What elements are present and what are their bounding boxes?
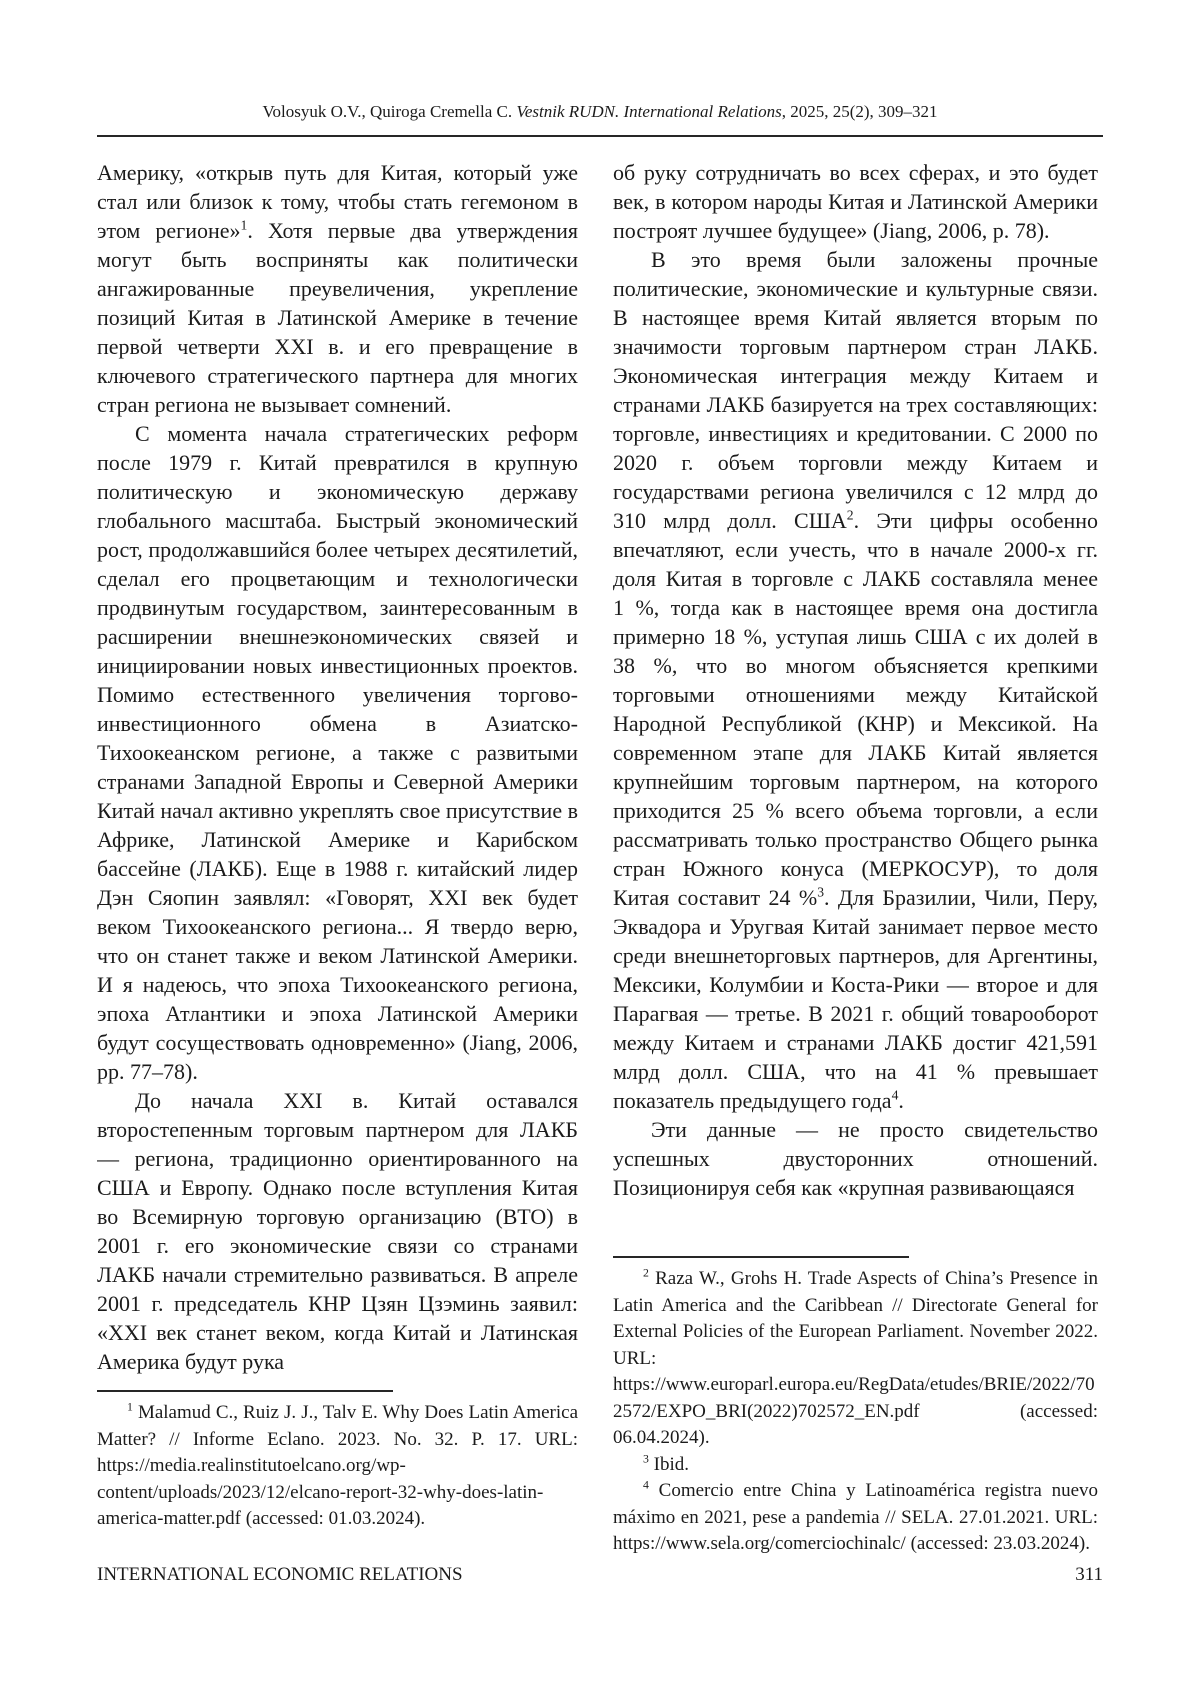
footnote [613, 1452, 1098, 1479]
page-number: 311 [1075, 1564, 1103, 1585]
footnote-reference: 2 [846, 507, 854, 523]
footnote-reference: 1 [240, 217, 248, 233]
text-run: С момента начала стратегических реформ после 1979 г. Китай превратился в крупную политическую и экономическую державу глобального масштаба. Быстрый экономический рост, продолжавшийся более четырех десятилетий, сделал его процветающим и технологически продвинутым государством, заинтересованным в расширении внешнеэкономических связей и инициировании новых инвестиционных проектов. Помимо естественного увеличения торгово-инвестиционного обмена в Азиатско-Тихоокеанском регионе, а также с развитыми странами Западной Европы и Северной Америки Китай начал активно укреплять свое присутствие в Африке, Латинской Америке и Карибском бассейне (ЛАКБ). Еще в 1988 г. китайский лидер Дэн Сяопин заявлял: «Говорят, XXI век будет веком Тихоокеанского региона... Я твердо верю, что он станет также и веком Латинской Америки. И я надеюсь, что эпоха Тихоокеанского региона, эпоха Атлантики и эпоха Латинской Америки будут сосуществовать одновременно» (Jiang, 2006, pp. 77–78). [97, 421, 578, 1084]
paragraph [613, 1115, 1098, 1202]
text-run: Volosyuk O.V., Quiroga Cremella C. [262, 102, 517, 121]
text-run: , 2025, 25(2), 309–321 [781, 102, 938, 121]
footer-section-title: INTERNATIONAL ECONOMIC RELATIONS [97, 1564, 463, 1585]
text-run: Vestnik RUDN. International Relations [516, 102, 782, 121]
header-rule [97, 135, 1103, 137]
text-run: Эти данные — не просто свидетельство успешных двусторонних отношений. Позиционируя себя как «крупная развивающаяся [613, 1117, 1098, 1200]
text-run: Ibid. [653, 1453, 689, 1475]
left-column [97, 158, 578, 1386]
text-run: Raza W., Grohs H. Trade Aspects of China’s Presence in Latin America and the Caribbean // Directorate General for External Policies of the European Parliament. November 2022. URL: https://www.europarl.europa.eu/RegData/etudes/BRIE/2022/702572/EXPO_BRI(2022)702572_EN.pdf (accessed: 06.04.2024). [613, 1268, 1099, 1448]
paragraph [613, 245, 1098, 1115]
paragraph [97, 158, 578, 419]
footnote-separator-left [97, 1390, 393, 1392]
footnote [613, 1478, 1098, 1558]
running-header [97, 102, 1103, 122]
footnote [613, 1266, 1098, 1452]
text-run: Malamud C., Ruiz J. J., Talv E. Why Does Latin America Matter? // Informe Eclano. 2023. No. 32. P. 17. URL: https://media.realinstitutoelcano.org/wp-content/uploads/2023/12/elcano-report-32-why-does-latin-america-matter.pdf (accessed: 01.03.2024). [97, 1402, 579, 1529]
footnote-reference: 4 [891, 1087, 899, 1103]
footnotes-right [613, 1256, 1098, 1558]
text-run: . Хотя первые два утверждения могут быть восприняты как политически ангажированные преувеличения, укрепление позиций Китая в Латинской Америке в течение первой четверти XXI в. и его превращение в ключевого стратегического партнера для многих стран региона не вызывает сомнений. [97, 218, 578, 417]
text-run: . [898, 1088, 904, 1113]
footnote-list-left [97, 1400, 578, 1533]
paragraph [97, 419, 578, 1086]
footnote-marker: 2 [643, 1266, 649, 1280]
footnote-reference: 3 [817, 884, 824, 900]
text-run: Америку, «открыв путь для Китая, который уже стал или близок к тому, чтобы стать гегемоном в этом регионе» [97, 160, 578, 243]
footnote [97, 1400, 578, 1533]
footnote-list-right [613, 1266, 1098, 1558]
text-run: Comercio entre China y Latinoamérica registra nuevo máximo en 2021, pese a pandemia // SELA. 27.01.2021. URL: https://www.sela.org/comerciochinalc/ (accessed: 23.03.2024). [613, 1480, 1099, 1554]
page-footer [97, 1564, 1103, 1586]
text-run: . Эти цифры особенно впечатляют, если учесть, что в начале 2000-х гг. доля Китая в торговле с ЛАКБ составляла менее 1 %, тогда как в настоящее время она достигла примерно 18 %, уступая лишь США с их долей в 38 %, что во многом объясняется крепкими торговыми отношениями между Китайской Народной Республикой (КНР) и Мексикой. На современном этапе для ЛАКБ Китай является крупнейшим торговым партнером, на которого приходится 25 % всего объема торговли, а если рассматривать только пространство Общего рынка стран Южного конуса (МЕРКОСУР), то доля Китая составит 24 % [613, 508, 1098, 910]
footnote-separator-right [613, 1256, 909, 1258]
text-run: об руку сотрудничать во всех сферах, и это будет век, в котором народы Китая и Латинской Америки построят лучшее будущее» (Jiang, 2006, p. 78). [613, 160, 1098, 243]
right-column [613, 158, 1098, 1252]
text-run: До начала XXI в. Китай оставался второстепенным торговым партнером для ЛАКБ — региона, традиционно ориентированного на США и Европу. Однако после вступления Китая во Всемирную торговую организацию (ВТО) в 2001 г. его экономические связи со странами ЛАКБ начали стремительно развиваться. В апреле 2001 г. председатель КНР Цзян Цзэминь заявил: «XXI век станет веком, когда Китай и Латинская Америка будут рука [97, 1088, 578, 1374]
text-run: . Для Бразилии, Чили, Перу, Эквадора и Уругвая Китай занимает первое место среди внешнеторговых партнеров, для Аргентины, Мексики, Колумбии и Коста-Рики — второе и для Парагвая — третье. В 2021 г. общий товарооборот между Китаем и странами ЛАКБ достиг 421,591 млрд долл. США, что на 41 % превышает показатель предыдущего года [613, 885, 1098, 1113]
paragraph [613, 158, 1098, 245]
footnote-marker: 3 [643, 1452, 649, 1466]
footnote-marker: 1 [127, 1400, 133, 1414]
text-run: В это время были заложены прочные политические, экономические и культурные связи. В настоящее время Китай является вторым по значимости торговым партнером стран ЛАКБ. Экономическая интеграция между Китаем и странами ЛАКБ базируется на трех составляющих: торговле, инвестициях и кредитовании. С 2000 по 2020 г. объем торговли между Китаем и государствами региона увеличился с 12 млрд до 310 млрд долл. США [613, 247, 1098, 533]
footnotes-left [97, 1390, 578, 1533]
footnote-marker: 4 [643, 1478, 649, 1492]
paragraph [97, 1086, 578, 1376]
